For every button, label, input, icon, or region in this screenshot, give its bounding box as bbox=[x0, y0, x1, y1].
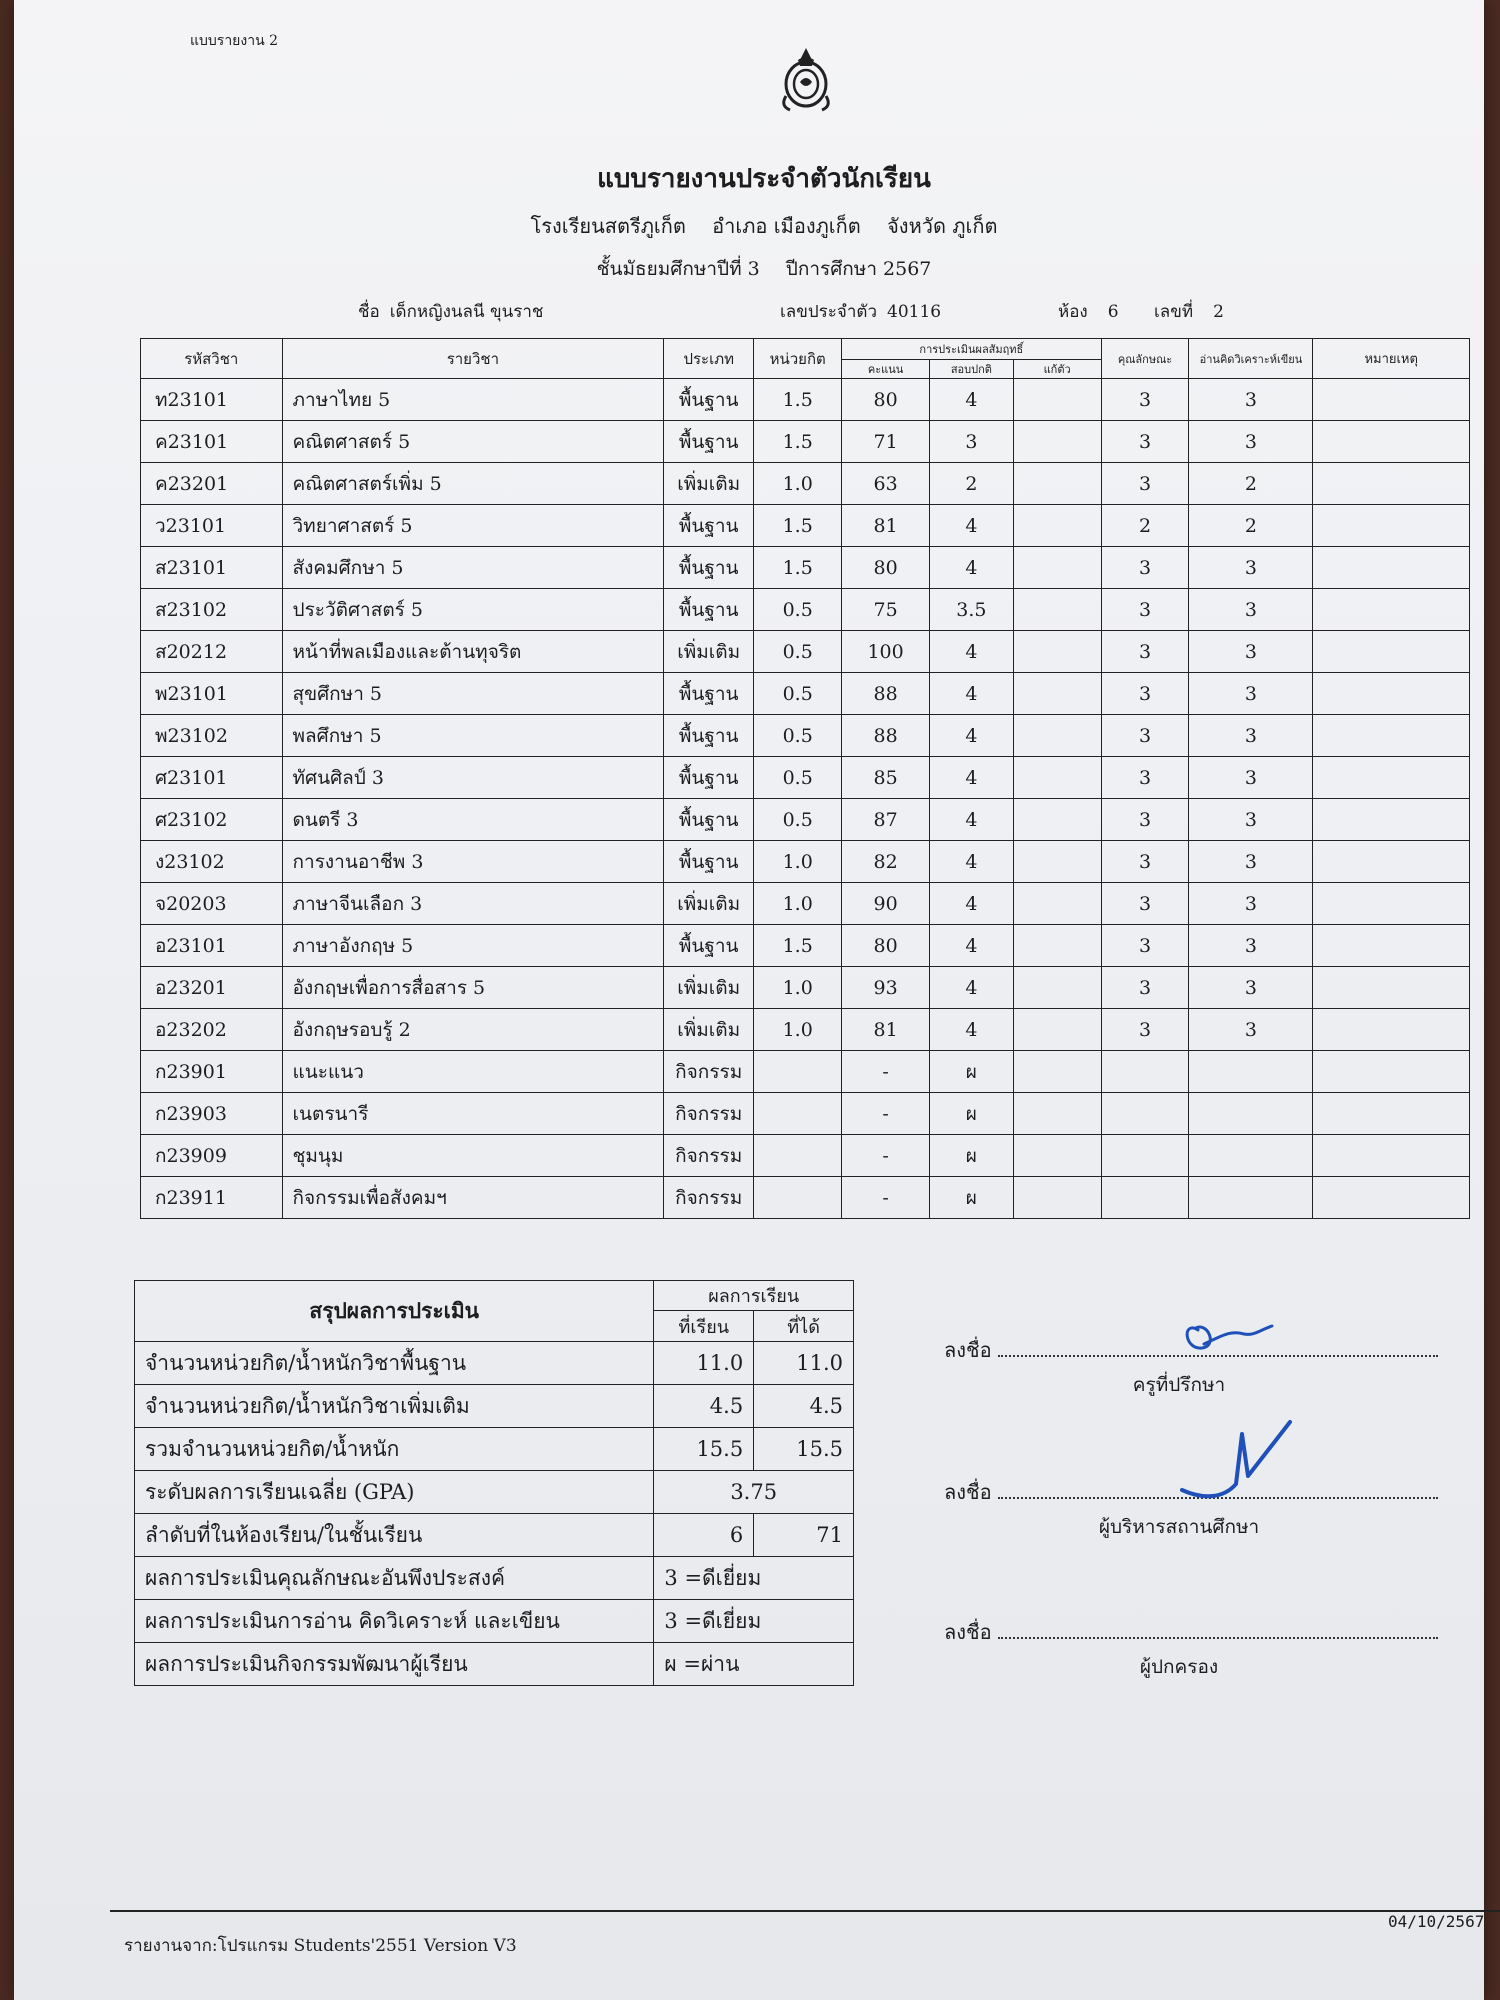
credits: 1.0 bbox=[754, 1009, 842, 1051]
subject-code: ค23101 bbox=[141, 421, 283, 463]
rank-grade: 71 bbox=[754, 1514, 854, 1557]
retake-grade bbox=[1013, 1051, 1101, 1093]
total-credits-earned: 15.5 bbox=[754, 1428, 854, 1471]
character-score: 3 bbox=[1101, 547, 1189, 589]
reading-score: 3 bbox=[1189, 673, 1313, 715]
sign-label: ลงชื่อ bbox=[944, 1480, 992, 1504]
school-line bbox=[14, 210, 1500, 242]
character-score bbox=[1101, 1051, 1189, 1093]
subject-type: พื้นฐาน bbox=[664, 673, 754, 715]
score: 88 bbox=[842, 715, 930, 757]
form-number: แบบรายงาน 2 bbox=[190, 33, 279, 49]
score: 82 bbox=[842, 841, 930, 883]
table-row bbox=[141, 883, 1470, 925]
credits bbox=[754, 1177, 842, 1219]
footer-date: 04/10/2567 bbox=[1388, 1912, 1485, 1931]
header-code: รหัสวิชา bbox=[141, 339, 283, 379]
subject-code: ว23101 bbox=[141, 505, 283, 547]
subject-name: แนะแนว bbox=[282, 1051, 664, 1093]
grades-table bbox=[140, 338, 1470, 1219]
advisor-signature-icon bbox=[1174, 1300, 1294, 1360]
reading-score: 2 bbox=[1189, 463, 1313, 505]
subject-code: ก23911 bbox=[141, 1177, 283, 1219]
credits: 0.5 bbox=[754, 631, 842, 673]
reading-score: 3 bbox=[1189, 883, 1313, 925]
table-row bbox=[141, 421, 1470, 463]
remark bbox=[1313, 463, 1470, 505]
grade: 3.5 bbox=[930, 589, 1014, 631]
subject-type: กิจกรรม bbox=[664, 1093, 754, 1135]
character-score: 3 bbox=[1101, 379, 1189, 421]
grade: 3 bbox=[930, 421, 1014, 463]
grade: 4 bbox=[930, 1009, 1014, 1051]
subject-type: พื้นฐาน bbox=[664, 505, 754, 547]
header-result-group: การประเมินผลสัมฤทธิ์ bbox=[842, 339, 1101, 360]
reading-score bbox=[1189, 1177, 1313, 1219]
reading-score: 3 bbox=[1189, 925, 1313, 967]
col-earned: ที่ได้ bbox=[754, 1311, 854, 1342]
subject-code: ท23101 bbox=[141, 379, 283, 421]
reading-score bbox=[1189, 1093, 1313, 1135]
header-character: คุณลักษณะ bbox=[1101, 339, 1189, 379]
student-name: เด็กหญิงนลนี ขุนราช bbox=[389, 302, 544, 322]
district: อำเภอ เมืองภูเก็ต bbox=[712, 214, 861, 238]
id-label: เลขประจำตัว bbox=[780, 302, 877, 322]
grades-table-body bbox=[141, 379, 1470, 1219]
subject-type: พื้นฐาน bbox=[664, 547, 754, 589]
grade: 4 bbox=[930, 883, 1014, 925]
header-credits: หน่วยกิต bbox=[754, 339, 842, 379]
table-row bbox=[141, 757, 1470, 799]
character-score: 3 bbox=[1101, 883, 1189, 925]
extra-credits-earned: 4.5 bbox=[754, 1385, 854, 1428]
director-role: ผู้บริหารสถานศึกษา bbox=[1098, 1516, 1260, 1538]
table-row bbox=[141, 1093, 1470, 1135]
reading-score: 3 bbox=[1189, 799, 1313, 841]
table-row bbox=[141, 547, 1470, 589]
subject-code: ศ23101 bbox=[141, 757, 283, 799]
remark bbox=[1313, 631, 1470, 673]
character-score: 3 bbox=[1101, 589, 1189, 631]
subject-name: ภาษาจีนเลือก 3 bbox=[282, 883, 664, 925]
name-label: ชื่อ bbox=[358, 302, 380, 322]
subject-type: พื้นฐาน bbox=[664, 715, 754, 757]
retake-grade bbox=[1013, 715, 1101, 757]
subject-type: พื้นฐาน bbox=[664, 421, 754, 463]
advisor-role: ครูที่ปรึกษา bbox=[1132, 1374, 1226, 1396]
table-row bbox=[141, 1009, 1470, 1051]
remark bbox=[1313, 505, 1470, 547]
header-score: คะแนน bbox=[842, 360, 930, 379]
rank-room: 6 bbox=[654, 1514, 754, 1557]
grade-year-line bbox=[14, 254, 1500, 284]
table-row bbox=[141, 673, 1470, 715]
character-score bbox=[1101, 1093, 1189, 1135]
subject-type: เพิ่มเติม bbox=[664, 1009, 754, 1051]
parent-signature-block bbox=[944, 1616, 1438, 1678]
reading-score: 3 bbox=[1189, 715, 1313, 757]
school-name: โรงเรียนสตรีภูเก็ต bbox=[530, 214, 686, 238]
score: 71 bbox=[842, 421, 930, 463]
reading-score: 3 bbox=[1189, 1009, 1313, 1051]
character-label: ผลการประเมินคุณลักษณะอันพึงประสงค์ bbox=[135, 1557, 654, 1600]
col-studied: ที่เรียน bbox=[654, 1311, 754, 1342]
subject-code: อ23202 bbox=[141, 1009, 283, 1051]
subject-name: เนตรนารี bbox=[282, 1093, 664, 1135]
reading-score bbox=[1189, 1135, 1313, 1177]
subject-name: สังคมศึกษา 5 bbox=[282, 547, 664, 589]
remark bbox=[1313, 421, 1470, 463]
remark bbox=[1313, 547, 1470, 589]
score: 88 bbox=[842, 673, 930, 715]
remark bbox=[1313, 799, 1470, 841]
remark bbox=[1313, 589, 1470, 631]
subject-code: ค23201 bbox=[141, 463, 283, 505]
character-score: 3 bbox=[1101, 715, 1189, 757]
grade: 4 bbox=[930, 925, 1014, 967]
table-row bbox=[141, 589, 1470, 631]
score: 81 bbox=[842, 1009, 930, 1051]
character-result: 3 =ดีเยี่ยม bbox=[654, 1557, 854, 1600]
character-score: 3 bbox=[1101, 967, 1189, 1009]
subject-type: เพิ่มเติม bbox=[664, 967, 754, 1009]
room-line bbox=[1058, 298, 1119, 325]
grade: 4 bbox=[930, 547, 1014, 589]
signature-line bbox=[998, 1637, 1438, 1639]
remark bbox=[1313, 673, 1470, 715]
province: จังหวัด ภูเก็ต bbox=[887, 214, 998, 238]
credits: 1.0 bbox=[754, 463, 842, 505]
subject-type: พื้นฐาน bbox=[664, 757, 754, 799]
subject-code: ส20212 bbox=[141, 631, 283, 673]
score: 75 bbox=[842, 589, 930, 631]
school-seal-icon bbox=[776, 44, 836, 116]
retake-grade bbox=[1013, 799, 1101, 841]
retake-grade bbox=[1013, 1177, 1101, 1219]
retake-grade bbox=[1013, 1093, 1101, 1135]
retake-grade bbox=[1013, 547, 1101, 589]
remark bbox=[1313, 925, 1470, 967]
number-line bbox=[1154, 298, 1224, 325]
retake-grade bbox=[1013, 883, 1101, 925]
subject-type: กิจกรรม bbox=[664, 1051, 754, 1093]
table-row bbox=[141, 799, 1470, 841]
character-score: 3 bbox=[1101, 799, 1189, 841]
table-row bbox=[141, 715, 1470, 757]
subject-code: ง23102 bbox=[141, 841, 283, 883]
score: 63 bbox=[842, 463, 930, 505]
subject-code: อ23101 bbox=[141, 925, 283, 967]
credits: 0.5 bbox=[754, 799, 842, 841]
reading-score: 2 bbox=[1189, 505, 1313, 547]
character-score: 3 bbox=[1101, 1009, 1189, 1051]
score: 80 bbox=[842, 925, 930, 967]
subject-type: พื้นฐาน bbox=[664, 379, 754, 421]
total-credits-studied: 15.5 bbox=[654, 1428, 754, 1471]
room-value: 6 bbox=[1107, 302, 1119, 322]
subject-code: ก23903 bbox=[141, 1093, 283, 1135]
subject-name: ภาษาอังกฤษ 5 bbox=[282, 925, 664, 967]
reading-score: 3 bbox=[1189, 547, 1313, 589]
grade: 4 bbox=[930, 631, 1014, 673]
basic-credits-studied: 11.0 bbox=[654, 1342, 754, 1385]
number-value: 2 bbox=[1213, 302, 1224, 322]
remark bbox=[1313, 1093, 1470, 1135]
score: - bbox=[842, 1135, 930, 1177]
header-grade: สอบปกติ bbox=[930, 360, 1014, 379]
credits bbox=[754, 1093, 842, 1135]
subject-name: วิทยาศาสตร์ 5 bbox=[282, 505, 664, 547]
retake-grade bbox=[1013, 421, 1101, 463]
subject-code: ก23901 bbox=[141, 1051, 283, 1093]
subject-type: เพิ่มเติม bbox=[664, 463, 754, 505]
subject-name: ทัศนศิลป์ 3 bbox=[282, 757, 664, 799]
activity-label: ผลการประเมินกิจกรรมพัฒนาผู้เรียน bbox=[135, 1643, 654, 1686]
score: - bbox=[842, 1093, 930, 1135]
character-score: 3 bbox=[1101, 463, 1189, 505]
table-row bbox=[141, 841, 1470, 883]
credits: 0.5 bbox=[754, 757, 842, 799]
character-score: 3 bbox=[1101, 841, 1189, 883]
grade: 2 bbox=[930, 463, 1014, 505]
reading-score: 3 bbox=[1189, 589, 1313, 631]
report-paper bbox=[14, 0, 1484, 2000]
retake-grade bbox=[1013, 967, 1101, 1009]
extra-credits-studied: 4.5 bbox=[654, 1385, 754, 1428]
retake-grade bbox=[1013, 757, 1101, 799]
subject-type: พื้นฐาน bbox=[664, 589, 754, 631]
table-row bbox=[141, 925, 1470, 967]
grade: 4 bbox=[930, 967, 1014, 1009]
retake-grade bbox=[1013, 379, 1101, 421]
grade-level: ชั้นมัธยมศึกษาปีที่ 3 bbox=[596, 258, 760, 280]
subject-name: พลศึกษา 5 bbox=[282, 715, 664, 757]
grade: 4 bbox=[930, 799, 1014, 841]
reading-score: 3 bbox=[1189, 379, 1313, 421]
subject-code: พ23101 bbox=[141, 673, 283, 715]
credits: 1.5 bbox=[754, 547, 842, 589]
score: 85 bbox=[842, 757, 930, 799]
credits: 1.5 bbox=[754, 505, 842, 547]
header-fix: แก้ตัว bbox=[1013, 360, 1101, 379]
retake-grade bbox=[1013, 841, 1101, 883]
credits bbox=[754, 1135, 842, 1177]
summary-title: สรุปผลการประเมิน bbox=[135, 1281, 654, 1342]
table-row bbox=[141, 1177, 1470, 1219]
retake-grade bbox=[1013, 463, 1101, 505]
character-score: 3 bbox=[1101, 673, 1189, 715]
table-row bbox=[141, 463, 1470, 505]
grade: 4 bbox=[930, 379, 1014, 421]
grade: 4 bbox=[930, 673, 1014, 715]
table-row bbox=[141, 1051, 1470, 1093]
academic-year: ปีการศึกษา 2567 bbox=[785, 258, 932, 280]
subject-name: คณิตศาสตร์เพิ่ม 5 bbox=[282, 463, 664, 505]
score: 93 bbox=[842, 967, 930, 1009]
subject-code: จ20203 bbox=[141, 883, 283, 925]
footer-divider bbox=[110, 1910, 1500, 1912]
subject-name: อังกฤษเพื่อการสื่อสาร 5 bbox=[282, 967, 664, 1009]
result-header: ผลการเรียน bbox=[654, 1281, 854, 1311]
grade: 4 bbox=[930, 841, 1014, 883]
character-score: 3 bbox=[1101, 757, 1189, 799]
score: 87 bbox=[842, 799, 930, 841]
subject-name: สุขศึกษา 5 bbox=[282, 673, 664, 715]
reading-score: 3 bbox=[1189, 631, 1313, 673]
score: 100 bbox=[842, 631, 930, 673]
header-type: ประเภท bbox=[664, 339, 754, 379]
credits: 0.5 bbox=[754, 673, 842, 715]
subject-code: ส23102 bbox=[141, 589, 283, 631]
credits: 1.5 bbox=[754, 925, 842, 967]
credits: 1.0 bbox=[754, 883, 842, 925]
header-reading: อ่านคิดวิเคราะห์เขียน bbox=[1189, 339, 1313, 379]
credits: 0.5 bbox=[754, 715, 842, 757]
table-row bbox=[141, 505, 1470, 547]
credits: 0.5 bbox=[754, 589, 842, 631]
grade: ผ bbox=[930, 1135, 1014, 1177]
report-title: แบบรายงานประจำตัวนักเรียน bbox=[597, 164, 931, 194]
reading-label: ผลการประเมินการอ่าน คิดวิเคราะห์ และเขียน bbox=[135, 1600, 654, 1643]
credits: 1.0 bbox=[754, 841, 842, 883]
reading-score: 3 bbox=[1189, 841, 1313, 883]
subject-name: อังกฤษรอบรู้ 2 bbox=[282, 1009, 664, 1051]
grade: 4 bbox=[930, 757, 1014, 799]
director-signature-icon bbox=[1174, 1414, 1304, 1504]
grade: 4 bbox=[930, 715, 1014, 757]
subject-name: ดนตรี 3 bbox=[282, 799, 664, 841]
grade: 4 bbox=[930, 505, 1014, 547]
remark bbox=[1313, 379, 1470, 421]
sign-label: ลงชื่อ bbox=[944, 1338, 992, 1362]
reading-result: 3 =ดีเยี่ยม bbox=[654, 1600, 854, 1643]
table-row bbox=[141, 967, 1470, 1009]
subject-name: กิจกรรมเพื่อสังคมฯ bbox=[282, 1177, 664, 1219]
gpa-value: 3.75 bbox=[654, 1471, 854, 1514]
character-score: 3 bbox=[1101, 925, 1189, 967]
character-score bbox=[1101, 1135, 1189, 1177]
student-name-line bbox=[358, 298, 543, 325]
subject-type: พื้นฐาน bbox=[664, 925, 754, 967]
grade: ผ bbox=[930, 1093, 1014, 1135]
parent-role: ผู้ปกครอง bbox=[1139, 1656, 1219, 1678]
retake-grade bbox=[1013, 1135, 1101, 1177]
remark bbox=[1313, 1051, 1470, 1093]
number-label: เลขที่ bbox=[1154, 302, 1194, 322]
score: - bbox=[842, 1177, 930, 1219]
remark bbox=[1313, 715, 1470, 757]
room-label: ห้อง bbox=[1058, 302, 1088, 322]
summary-table bbox=[134, 1280, 854, 1686]
subject-name: การงานอาชีพ 3 bbox=[282, 841, 664, 883]
table-row bbox=[141, 631, 1470, 673]
subject-name: คณิตศาสตร์ 5 bbox=[282, 421, 664, 463]
retake-grade bbox=[1013, 505, 1101, 547]
gpa-label: ระดับผลการเรียนเฉลี่ย (GPA) bbox=[135, 1471, 654, 1514]
remark bbox=[1313, 1009, 1470, 1051]
reading-score: 3 bbox=[1189, 757, 1313, 799]
score: 81 bbox=[842, 505, 930, 547]
remark bbox=[1313, 841, 1470, 883]
table-row bbox=[141, 1135, 1470, 1177]
score: 80 bbox=[842, 379, 930, 421]
rank-label: ลำดับที่ในห้องเรียน/ในชั้นเรียน bbox=[135, 1514, 654, 1557]
basic-credits-earned: 11.0 bbox=[754, 1342, 854, 1385]
subject-name: ประวัติศาสตร์ 5 bbox=[282, 589, 664, 631]
credits: 1.5 bbox=[754, 421, 842, 463]
reading-score: 3 bbox=[1189, 421, 1313, 463]
remark bbox=[1313, 1177, 1470, 1219]
sign-label: ลงชื่อ bbox=[944, 1620, 992, 1644]
subject-code: ส23101 bbox=[141, 547, 283, 589]
header-remark: หมายเหตุ bbox=[1313, 339, 1470, 379]
remark bbox=[1313, 967, 1470, 1009]
character-score: 3 bbox=[1101, 631, 1189, 673]
retake-grade bbox=[1013, 589, 1101, 631]
character-score bbox=[1101, 1177, 1189, 1219]
score: 80 bbox=[842, 547, 930, 589]
reading-score bbox=[1189, 1051, 1313, 1093]
subject-type: เพิ่มเติม bbox=[664, 883, 754, 925]
total-credits-label: รวมจำนวนหน่วยกิต/น้ำหนัก bbox=[135, 1428, 654, 1471]
subject-type: กิจกรรม bbox=[664, 1135, 754, 1177]
subject-name: ชุมนุม bbox=[282, 1135, 664, 1177]
retake-grade bbox=[1013, 673, 1101, 715]
remark bbox=[1313, 883, 1470, 925]
retake-grade bbox=[1013, 631, 1101, 673]
activity-result: ผ =ผ่าน bbox=[654, 1643, 854, 1686]
header-subject: รายวิชา bbox=[282, 339, 664, 379]
credits: 1.5 bbox=[754, 379, 842, 421]
subject-name: หน้าที่พลเมืองและต้านทุจริต bbox=[282, 631, 664, 673]
grade: ผ bbox=[930, 1051, 1014, 1093]
retake-grade bbox=[1013, 925, 1101, 967]
subject-type: พื้นฐาน bbox=[664, 841, 754, 883]
table-row bbox=[141, 379, 1470, 421]
subject-code: ศ23102 bbox=[141, 799, 283, 841]
reading-score: 3 bbox=[1189, 967, 1313, 1009]
subject-code: ก23909 bbox=[141, 1135, 283, 1177]
subject-code: อ23201 bbox=[141, 967, 283, 1009]
grade: ผ bbox=[930, 1177, 1014, 1219]
character-score: 2 bbox=[1101, 505, 1189, 547]
credits: 1.0 bbox=[754, 967, 842, 1009]
character-score: 3 bbox=[1101, 421, 1189, 463]
subject-type: พื้นฐาน bbox=[664, 799, 754, 841]
score: 90 bbox=[842, 883, 930, 925]
basic-credits-label: จำนวนหน่วยกิต/น้ำหนักวิชาพื้นฐาน bbox=[135, 1342, 654, 1385]
footer-program: รายงานจาก:โปรแกรม Students'2551 Version V3 bbox=[124, 1936, 517, 1956]
subject-type: กิจกรรม bbox=[664, 1177, 754, 1219]
student-id: 40116 bbox=[887, 302, 942, 322]
subject-name: ภาษาไทย 5 bbox=[282, 379, 664, 421]
subject-code: พ23102 bbox=[141, 715, 283, 757]
extra-credits-label: จำนวนหน่วยกิต/น้ำหนักวิชาเพิ่มเติม bbox=[135, 1385, 654, 1428]
student-id-line bbox=[780, 298, 941, 325]
retake-grade bbox=[1013, 1009, 1101, 1051]
score: - bbox=[842, 1051, 930, 1093]
remark bbox=[1313, 757, 1470, 799]
credits bbox=[754, 1051, 842, 1093]
remark bbox=[1313, 1135, 1470, 1177]
subject-type: เพิ่มเติม bbox=[664, 631, 754, 673]
